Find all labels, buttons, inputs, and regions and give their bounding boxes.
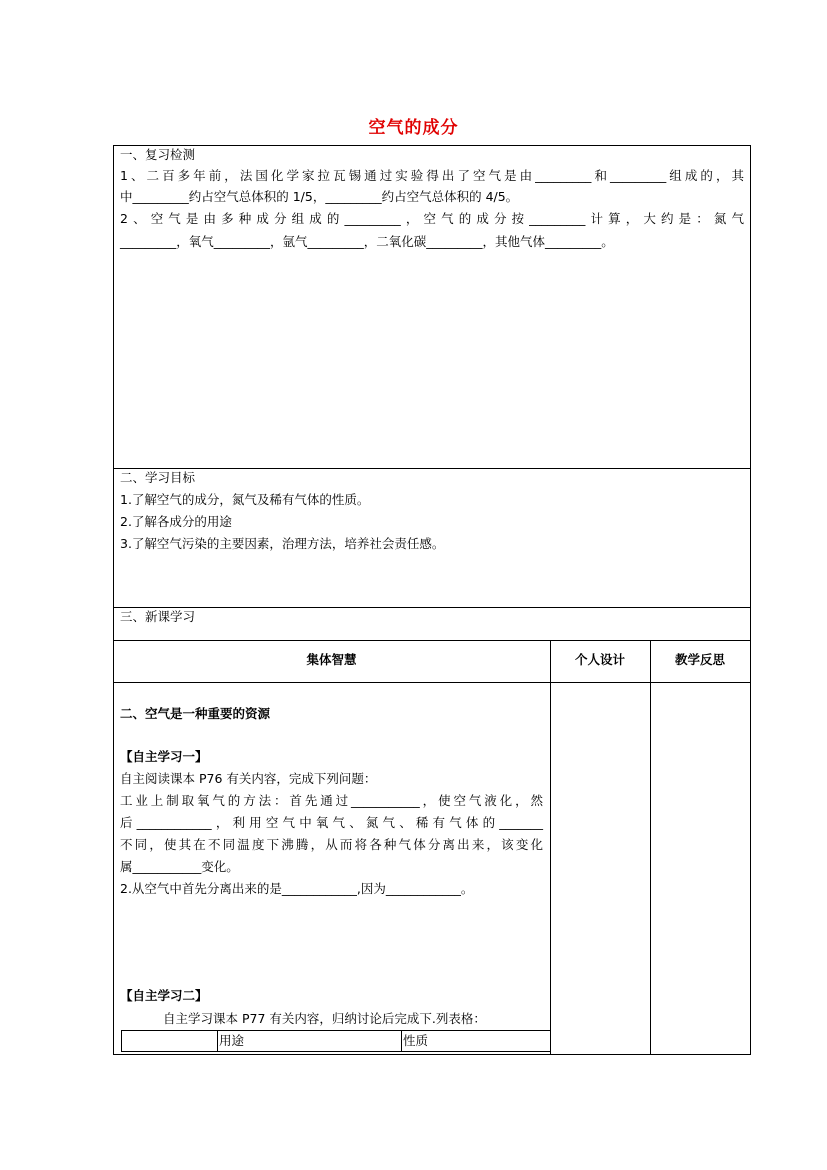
review-line: 1、二百多年前，法国化学家拉瓦锡通过实验得出了空气是由_________和_________组成的，其 bbox=[120, 168, 744, 183]
goal-item: 1.了解空气的成分，氮气及稀有气体的性质。 bbox=[120, 492, 370, 507]
divider bbox=[113, 607, 751, 608]
section-heading: 二、空气是一种重要的资源 bbox=[120, 706, 271, 721]
study1-line: 后____________，利用空气中氧气、氮气、稀有气体的_______ bbox=[120, 815, 543, 830]
column-header-reflection: 教学反思 bbox=[674, 652, 725, 667]
properties-table bbox=[121, 1030, 551, 1052]
study2-intro: 自主学习课本 P77 有关内容，归纳讨论后完成下.列表格： bbox=[163, 1011, 486, 1026]
newlesson-heading: 三、新课学习 bbox=[120, 609, 196, 624]
goals-heading: 二、学习目标 bbox=[120, 470, 196, 485]
study1-line: 自主阅读课本 P76 有关内容，完成下列问题： bbox=[120, 771, 377, 786]
review-heading: 一、复习检测 bbox=[120, 147, 196, 162]
divider bbox=[113, 468, 751, 469]
study1-line: 2.从空气中首先分离出来的是____________,因为____________。 bbox=[120, 881, 474, 896]
goal-item: 2.了解各成分的用途 bbox=[120, 514, 232, 529]
study1-title: 【自主学习一】 bbox=[120, 749, 208, 764]
review-line: 2、空气是由多种成分组成的_________，空气的成分按_________计算，大约是：氮气 bbox=[120, 211, 744, 226]
table-header-uses: 用途 bbox=[219, 1033, 245, 1048]
column-divider bbox=[650, 640, 651, 1054]
worksheet-frame bbox=[113, 145, 751, 1055]
divider bbox=[113, 682, 751, 683]
column-header-personal: 个人设计 bbox=[574, 652, 625, 667]
page-title: 空气的成分 bbox=[368, 118, 459, 138]
review-line: _________，氧气_________，氩气_________，二氧化碳_________，其他气体_________。 bbox=[120, 234, 614, 249]
study1-line: 属___________变化。 bbox=[120, 859, 239, 874]
study1-line: 工业上制取氧气的方法：首先通过___________，使空气液化，然 bbox=[120, 793, 543, 808]
goal-item: 3.了解空气污染的主要因素，治理方法，培养社会责任感。 bbox=[120, 536, 445, 551]
review-line: 中_________约占空气总体积的 1/5，_________约占空气总体积的 4/5。 bbox=[120, 189, 519, 204]
study2-title: 【自主学习二】 bbox=[120, 988, 208, 1003]
table-divider bbox=[217, 1030, 218, 1052]
column-header-collective: 集体智慧 bbox=[306, 652, 357, 667]
study1-line: 不同，使其在不同温度下沸腾，从而将各种气体分离出来，该变化 bbox=[120, 837, 543, 852]
table-divider bbox=[401, 1030, 402, 1052]
divider bbox=[113, 640, 751, 641]
column-divider bbox=[550, 640, 551, 1054]
table-header-properties: 性质 bbox=[403, 1033, 429, 1048]
